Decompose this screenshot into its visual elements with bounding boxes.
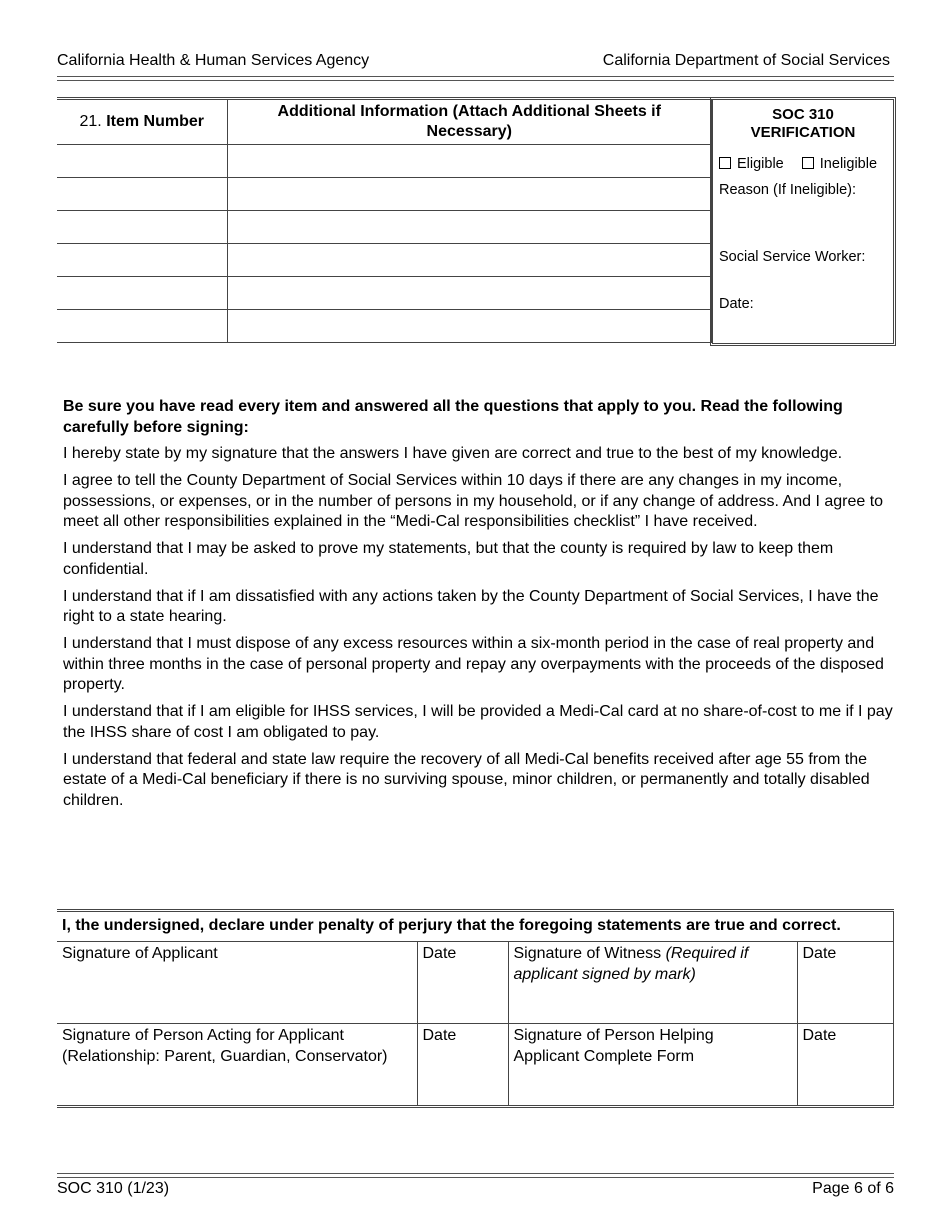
applicant-date-field[interactable] bbox=[417, 942, 508, 1024]
statement-paragraph: I understand that if I am dissatisfied with any actions taken by the County Department of Social Services, I have the right to a state hearing. bbox=[63, 587, 879, 625]
eligible-checkbox[interactable] bbox=[719, 157, 731, 169]
item-number-cell[interactable] bbox=[57, 178, 227, 211]
additional-info-cell[interactable] bbox=[227, 244, 712, 277]
acting-person-label: Signature of Person Acting for Applicant bbox=[62, 1027, 344, 1044]
item-number-cell[interactable] bbox=[57, 244, 227, 277]
additional-info-cell[interactable] bbox=[227, 178, 712, 211]
item-number-cell[interactable] bbox=[57, 277, 227, 310]
item-number-cell[interactable] bbox=[57, 211, 227, 244]
header-divider-2 bbox=[57, 80, 894, 81]
eligibility-options bbox=[719, 156, 877, 172]
item-number-cell[interactable] bbox=[57, 145, 227, 178]
helper-label-line2: Applicant Complete Form bbox=[513, 1047, 695, 1065]
footer-divider-2 bbox=[57, 1177, 894, 1178]
additional-info-table bbox=[57, 97, 712, 343]
helper-date-field[interactable] bbox=[797, 1024, 894, 1107]
additional-info-cell[interactable] bbox=[227, 277, 712, 310]
date-label: Date bbox=[802, 1027, 837, 1044]
statement-paragraph: I understand that I may be asked to prove my statements, but that the county is required by law to keep them confidential. bbox=[63, 540, 834, 578]
applicant-signature-field[interactable] bbox=[57, 942, 417, 1024]
additional-info-cell[interactable] bbox=[227, 211, 712, 244]
witness-signature-field[interactable] bbox=[508, 942, 797, 1024]
eligible-label: Eligible bbox=[737, 156, 784, 172]
verification-box bbox=[710, 97, 896, 346]
verification-title-line1: SOC 310 bbox=[772, 106, 834, 123]
date-label: Date bbox=[802, 945, 837, 962]
verification-date-label: Date: bbox=[719, 296, 754, 312]
ineligible-label: Ineligible bbox=[819, 156, 878, 172]
department-name: California Department of Social Services bbox=[602, 52, 890, 69]
verification-title bbox=[713, 106, 893, 142]
date-label: Date bbox=[422, 1027, 457, 1044]
signature-table bbox=[57, 909, 894, 1108]
footer-divider bbox=[57, 1173, 894, 1174]
table-row bbox=[57, 178, 712, 211]
statement-paragraph: I understand that if I am eligible for IHSS services, I will be provided a Medi-Cal card at no share-of-cost to me if I pay the IHSS share of cost I am obligated to pay. bbox=[63, 703, 893, 741]
item-number-header bbox=[57, 99, 227, 145]
table-row bbox=[57, 211, 712, 244]
item-number-cell[interactable] bbox=[57, 310, 227, 343]
helper-signature-field[interactable] bbox=[508, 1024, 797, 1107]
item-number-prefix: 21. bbox=[79, 113, 107, 130]
acting-date-field[interactable] bbox=[417, 1024, 508, 1107]
applicant-signature-label: Signature of Applicant bbox=[62, 945, 218, 962]
table-row bbox=[57, 310, 712, 343]
verification-title-line2: VERIFICATION bbox=[750, 124, 856, 141]
agency-name: California Health & Human Services Agency bbox=[57, 52, 370, 69]
additional-info-header: Additional Information (Attach Additional Sheets if Necessary) bbox=[227, 99, 712, 145]
witness-date-field[interactable] bbox=[797, 942, 894, 1024]
acting-relationship-label: (Relationship: Parent, Guardian, Conservator) bbox=[62, 1047, 388, 1065]
date-label: Date bbox=[422, 945, 457, 962]
item-number-label: Item Number bbox=[106, 113, 204, 130]
acting-person-signature-field[interactable] bbox=[57, 1024, 417, 1107]
witness-note: (Required if applicant signed by mark) bbox=[513, 945, 749, 983]
additional-info-cell[interactable] bbox=[227, 310, 712, 343]
statement-paragraph: I understand that federal and state law require the recovery of all Medi-Cal benefits received after age 55 from the estate of a Medi-Cal beneficiary if there is no surviving spouse, minor children, or permanently and totally disabled children. bbox=[63, 750, 870, 809]
header-divider bbox=[57, 76, 894, 77]
form-id: SOC 310 (1/23) bbox=[57, 1180, 170, 1197]
statements-lead: Be sure you have read every item and answered all the questions that apply to you. Read the following carefully before signing: bbox=[63, 398, 843, 436]
reason-label: Reason (If Ineligible): bbox=[719, 182, 857, 198]
statements-section bbox=[63, 397, 893, 818]
ineligible-checkbox[interactable] bbox=[802, 157, 814, 169]
statement-paragraph: I understand that I must dispose of any excess resources within a six-month period in the case of real property and within three months in the case of personal property and repay any overpayments with the proceeds of the disposed property. bbox=[63, 635, 884, 693]
table-row bbox=[57, 145, 712, 178]
table-row bbox=[57, 244, 712, 277]
additional-info-cell[interactable] bbox=[227, 145, 712, 178]
table-row bbox=[57, 277, 712, 310]
helper-label-line1: Signature of Person Helping bbox=[513, 1027, 714, 1044]
page-number: Page 6 of 6 bbox=[812, 1180, 894, 1197]
witness-signature-label: Signature of Witness bbox=[513, 945, 666, 962]
statement-paragraph: I hereby state by my signature that the answers I have given are correct and true to the best of my knowledge. bbox=[63, 445, 843, 462]
statement-paragraph: I agree to tell the County Department of Social Services within 10 days if there are any changes in my income, possessions, or expenses, or in the number of persons in my household, or if any change of address. And I agree to meet all other responsibilities explained in the “Medi-Cal responsibilities checklist” I have received. bbox=[63, 472, 884, 530]
worker-label: Social Service Worker: bbox=[719, 249, 866, 265]
perjury-declaration: I, the undersigned, declare under penalty of perjury that the foregoing statements are true and correct. bbox=[57, 911, 894, 942]
